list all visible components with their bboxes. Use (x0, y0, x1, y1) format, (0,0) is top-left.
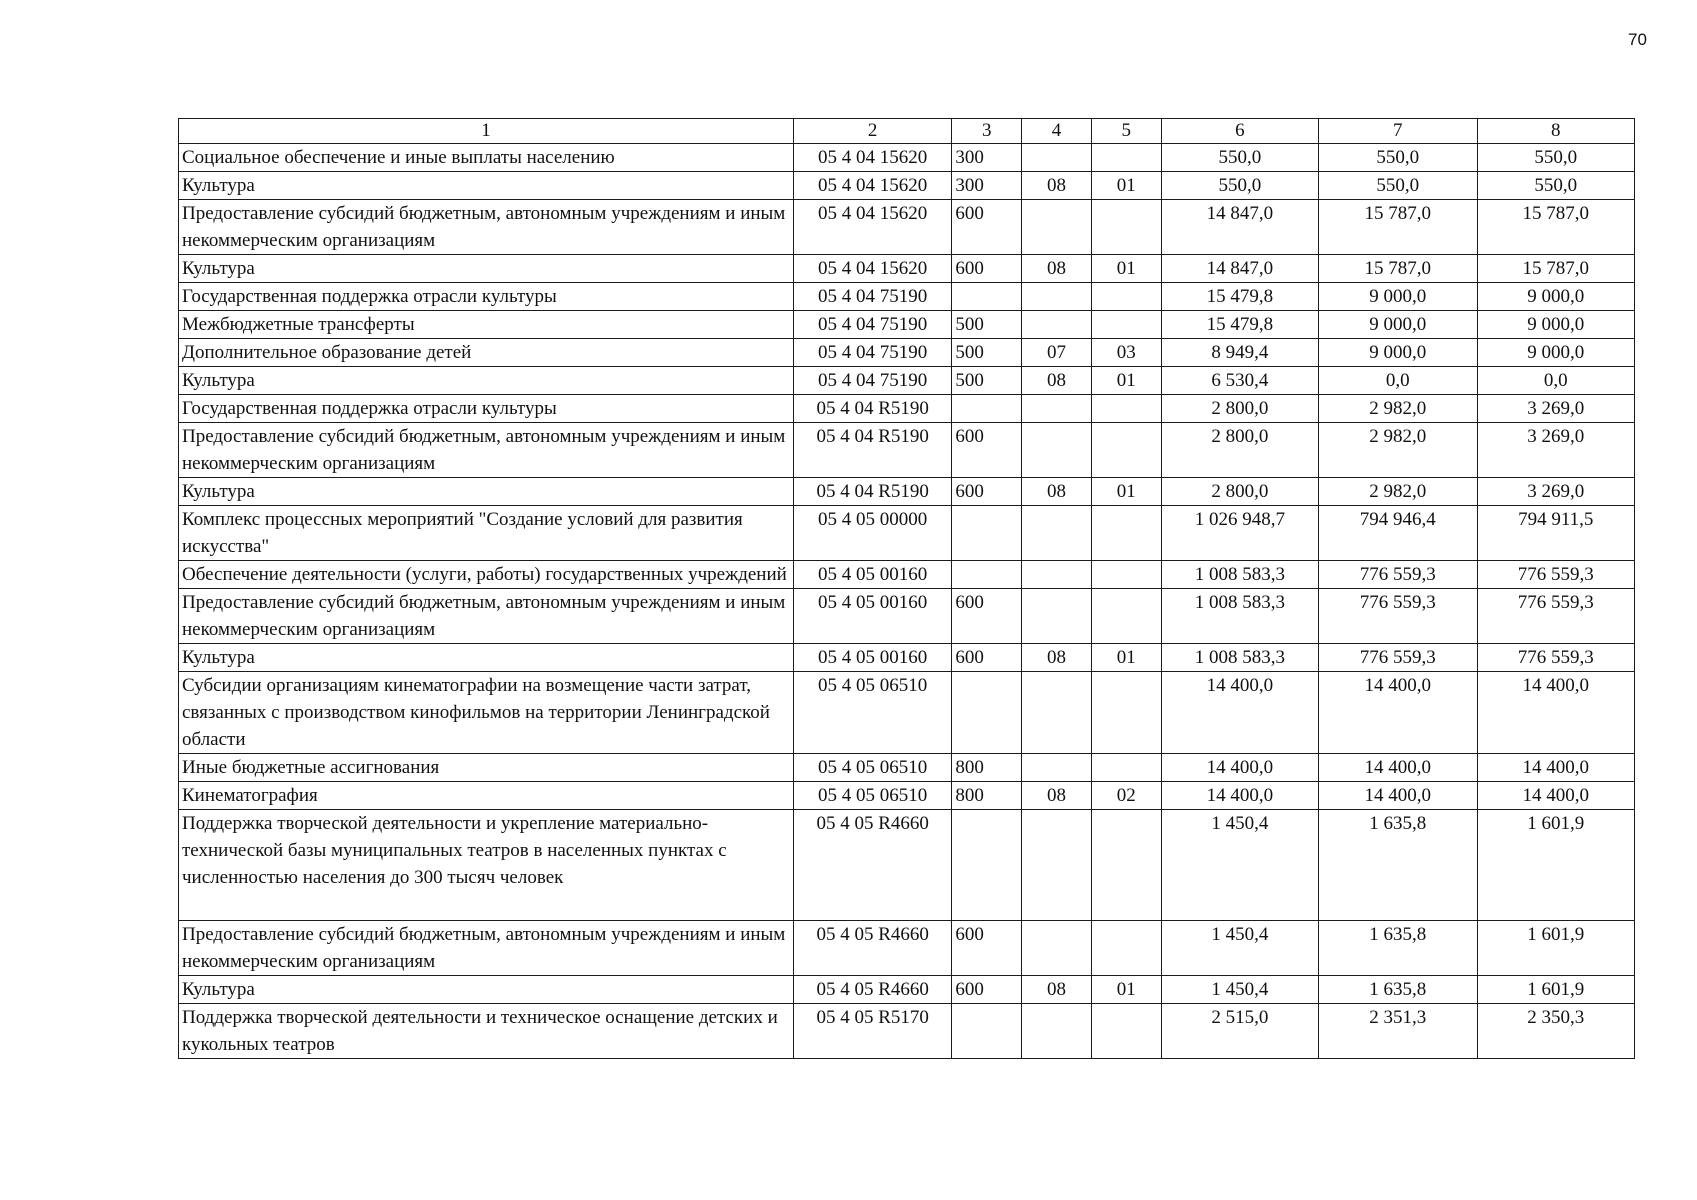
row-value-col7-cell: 2 982,0 (1319, 395, 1477, 423)
row-section-cell (1022, 144, 1092, 172)
row-value-col8-cell: 1 601,9 (1477, 921, 1634, 976)
row-section-cell (1022, 283, 1092, 311)
row-value-col8-cell: 794 911,5 (1477, 506, 1634, 561)
row-subsection-cell (1091, 395, 1161, 423)
row-expense-type-cell (952, 810, 1022, 921)
table-row (179, 921, 1635, 976)
row-value-col6-cell: 15 479,8 (1161, 283, 1318, 311)
row-value-col7-cell: 9 000,0 (1319, 339, 1477, 367)
row-name-cell: Дополнительное образование детей (179, 339, 794, 367)
table-row (179, 172, 1635, 200)
row-code-cell: 05 4 05 00160 (793, 561, 951, 589)
row-value-col8-cell: 776 559,3 (1477, 589, 1634, 644)
budget-table (178, 118, 1635, 1059)
row-value-col8-cell: 1 601,9 (1477, 810, 1634, 921)
row-name-cell: Культура (179, 367, 794, 395)
row-section-cell (1022, 810, 1092, 921)
row-value-col8-cell: 3 269,0 (1477, 395, 1634, 423)
row-subsection-cell (1091, 1004, 1161, 1059)
row-expense-type-cell: 300 (952, 144, 1022, 172)
row-value-col7-cell: 14 400,0 (1319, 754, 1477, 782)
row-value-col6-cell: 8 949,4 (1161, 339, 1318, 367)
table-row (179, 200, 1635, 255)
column-header: 6 (1161, 119, 1318, 144)
row-value-col7-cell: 2 982,0 (1319, 423, 1477, 478)
row-code-cell: 05 4 05 R4660 (793, 976, 951, 1004)
row-name-cell: Культура (179, 172, 794, 200)
row-name-cell: Культура (179, 478, 794, 506)
row-name-cell: Предоставление субсидий бюджетным, автономным учреждениям и иным некоммерческим организациям (179, 200, 794, 255)
row-name-cell: Обеспечение деятельности (услуги, работы) государственных учреждений (179, 561, 794, 589)
row-code-cell: 05 4 05 R4660 (793, 810, 951, 921)
row-expense-type-cell: 600 (952, 976, 1022, 1004)
table-row (179, 144, 1635, 172)
row-section-cell: 08 (1022, 478, 1092, 506)
row-code-cell: 05 4 04 R5190 (793, 395, 951, 423)
row-value-col7-cell: 776 559,3 (1319, 589, 1477, 644)
row-expense-type-cell (952, 506, 1022, 561)
row-value-col7-cell: 15 787,0 (1319, 255, 1477, 283)
row-value-col6-cell: 2 800,0 (1161, 395, 1318, 423)
column-header: 5 (1091, 119, 1161, 144)
row-value-col8-cell: 3 269,0 (1477, 423, 1634, 478)
row-subsection-cell: 02 (1091, 782, 1161, 810)
row-subsection-cell: 01 (1091, 976, 1161, 1004)
row-section-cell: 08 (1022, 976, 1092, 1004)
row-value-col8-cell: 550,0 (1477, 144, 1634, 172)
row-subsection-cell (1091, 423, 1161, 478)
row-expense-type-cell: 600 (952, 478, 1022, 506)
table-row (179, 672, 1635, 754)
column-header: 2 (793, 119, 951, 144)
row-name-cell: Социальное обеспечение и иные выплаты населению (179, 144, 794, 172)
row-code-cell: 05 4 05 06510 (793, 754, 951, 782)
row-value-col8-cell: 15 787,0 (1477, 255, 1634, 283)
row-value-col6-cell: 2 515,0 (1161, 1004, 1318, 1059)
row-subsection-cell (1091, 672, 1161, 754)
row-code-cell: 05 4 05 06510 (793, 782, 951, 810)
row-name-cell: Иные бюджетные ассигнования (179, 754, 794, 782)
row-value-col7-cell: 1 635,8 (1319, 921, 1477, 976)
row-name-cell: Культура (179, 976, 794, 1004)
row-section-cell (1022, 506, 1092, 561)
row-code-cell: 05 4 05 R5170 (793, 1004, 951, 1059)
row-value-col6-cell: 2 800,0 (1161, 478, 1318, 506)
row-code-cell: 05 4 05 00000 (793, 506, 951, 561)
column-header: 3 (952, 119, 1022, 144)
row-value-col8-cell: 2 350,3 (1477, 1004, 1634, 1059)
column-header: 1 (179, 119, 794, 144)
row-expense-type-cell: 600 (952, 255, 1022, 283)
row-expense-type-cell (952, 672, 1022, 754)
row-value-col7-cell: 794 946,4 (1319, 506, 1477, 561)
row-value-col6-cell: 6 530,4 (1161, 367, 1318, 395)
page-number: 70 (1628, 30, 1647, 49)
row-value-col8-cell: 3 269,0 (1477, 478, 1634, 506)
row-section-cell: 08 (1022, 782, 1092, 810)
row-section-cell (1022, 311, 1092, 339)
row-value-col8-cell: 9 000,0 (1477, 283, 1634, 311)
row-value-col7-cell: 776 559,3 (1319, 561, 1477, 589)
row-expense-type-cell: 300 (952, 172, 1022, 200)
row-subsection-cell (1091, 810, 1161, 921)
table-row (179, 810, 1635, 921)
row-value-col6-cell: 550,0 (1161, 172, 1318, 200)
row-value-col6-cell: 15 479,8 (1161, 311, 1318, 339)
row-value-col7-cell: 0,0 (1319, 367, 1477, 395)
row-code-cell: 05 4 04 15620 (793, 144, 951, 172)
row-value-col8-cell: 776 559,3 (1477, 644, 1634, 672)
row-value-col6-cell: 1 026 948,7 (1161, 506, 1318, 561)
table-row (179, 423, 1635, 478)
row-expense-type-cell: 600 (952, 921, 1022, 976)
row-section-cell (1022, 921, 1092, 976)
row-subsection-cell (1091, 754, 1161, 782)
table-row (179, 782, 1635, 810)
row-value-col7-cell: 9 000,0 (1319, 311, 1477, 339)
row-subsection-cell: 01 (1091, 255, 1161, 283)
row-subsection-cell (1091, 144, 1161, 172)
row-value-col6-cell: 14 847,0 (1161, 255, 1318, 283)
row-value-col7-cell: 1 635,8 (1319, 810, 1477, 921)
row-value-col8-cell: 9 000,0 (1477, 311, 1634, 339)
table-row (179, 1004, 1635, 1059)
table-row (179, 506, 1635, 561)
row-name-cell: Поддержка творческой деятельности и укрепление материально-технической базы муниципальных театров в населенных пунктах с численностью населения до 300 тысяч человек (179, 810, 794, 921)
row-value-col6-cell: 550,0 (1161, 144, 1318, 172)
row-value-col6-cell: 14 400,0 (1161, 782, 1318, 810)
row-value-col8-cell: 14 400,0 (1477, 782, 1634, 810)
row-section-cell (1022, 672, 1092, 754)
row-subsection-cell (1091, 506, 1161, 561)
row-code-cell: 05 4 05 R4660 (793, 921, 951, 976)
row-value-col6-cell: 1 008 583,3 (1161, 589, 1318, 644)
table-row (179, 367, 1635, 395)
row-name-cell: Культура (179, 255, 794, 283)
row-expense-type-cell: 500 (952, 367, 1022, 395)
row-code-cell: 05 4 04 75190 (793, 283, 951, 311)
row-value-col6-cell: 2 800,0 (1161, 423, 1318, 478)
column-header: 4 (1022, 119, 1092, 144)
row-code-cell: 05 4 04 15620 (793, 200, 951, 255)
row-subsection-cell: 01 (1091, 478, 1161, 506)
table-row (179, 976, 1635, 1004)
row-value-col7-cell: 14 400,0 (1319, 782, 1477, 810)
row-section-cell: 08 (1022, 644, 1092, 672)
row-value-col7-cell: 550,0 (1319, 172, 1477, 200)
row-value-col6-cell: 1 450,4 (1161, 921, 1318, 976)
row-value-col6-cell: 1 450,4 (1161, 810, 1318, 921)
table-row (179, 589, 1635, 644)
row-section-cell (1022, 754, 1092, 782)
row-value-col6-cell: 14 847,0 (1161, 200, 1318, 255)
row-code-cell: 05 4 04 75190 (793, 367, 951, 395)
row-value-col7-cell: 2 982,0 (1319, 478, 1477, 506)
row-section-cell: 08 (1022, 172, 1092, 200)
row-value-col8-cell: 9 000,0 (1477, 339, 1634, 367)
row-subsection-cell (1091, 200, 1161, 255)
row-value-col8-cell: 776 559,3 (1477, 561, 1634, 589)
row-section-cell (1022, 423, 1092, 478)
row-value-col7-cell: 14 400,0 (1319, 672, 1477, 754)
row-name-cell: Культура (179, 644, 794, 672)
row-section-cell: 08 (1022, 367, 1092, 395)
table-row (179, 754, 1635, 782)
row-expense-type-cell: 600 (952, 423, 1022, 478)
row-name-cell: Предоставление субсидий бюджетным, автономным учреждениям и иным некоммерческим организациям (179, 921, 794, 976)
table-row (179, 478, 1635, 506)
row-subsection-cell (1091, 561, 1161, 589)
row-code-cell: 05 4 04 75190 (793, 311, 951, 339)
row-value-col7-cell: 2 351,3 (1319, 1004, 1477, 1059)
row-subsection-cell: 03 (1091, 339, 1161, 367)
row-section-cell (1022, 395, 1092, 423)
row-name-cell: Кинематография (179, 782, 794, 810)
row-code-cell: 05 4 05 00160 (793, 644, 951, 672)
row-value-col8-cell: 550,0 (1477, 172, 1634, 200)
row-expense-type-cell: 500 (952, 311, 1022, 339)
row-subsection-cell (1091, 589, 1161, 644)
row-subsection-cell (1091, 311, 1161, 339)
row-name-cell: Субсидии организациям кинематографии на возмещение части затрат, связанных с производством кинофильмов на территории Ленинградской области (179, 672, 794, 754)
row-value-col8-cell: 14 400,0 (1477, 672, 1634, 754)
row-value-col7-cell: 9 000,0 (1319, 283, 1477, 311)
column-header: 7 (1319, 119, 1477, 144)
table-row (179, 644, 1635, 672)
row-name-cell: Поддержка творческой деятельности и техническое оснащение детских и кукольных театров (179, 1004, 794, 1059)
row-name-cell: Комплекс процессных мероприятий "Создание условий для развития искусства" (179, 506, 794, 561)
row-value-col6-cell: 14 400,0 (1161, 754, 1318, 782)
row-subsection-cell: 01 (1091, 367, 1161, 395)
row-expense-type-cell: 800 (952, 754, 1022, 782)
row-code-cell: 05 4 04 75190 (793, 339, 951, 367)
row-name-cell: Государственная поддержка отрасли культуры (179, 395, 794, 423)
row-value-col8-cell: 14 400,0 (1477, 754, 1634, 782)
row-code-cell: 05 4 04 R5190 (793, 478, 951, 506)
row-value-col6-cell: 1 450,4 (1161, 976, 1318, 1004)
row-name-cell: Межбюджетные трансферты (179, 311, 794, 339)
table-row (179, 561, 1635, 589)
row-expense-type-cell (952, 283, 1022, 311)
row-subsection-cell: 01 (1091, 644, 1161, 672)
row-value-col7-cell: 550,0 (1319, 144, 1477, 172)
table-header-row (179, 119, 1635, 144)
row-name-cell: Предоставление субсидий бюджетным, автономным учреждениям и иным некоммерческим организациям (179, 423, 794, 478)
row-section-cell (1022, 589, 1092, 644)
row-expense-type-cell: 800 (952, 782, 1022, 810)
row-value-col7-cell: 1 635,8 (1319, 976, 1477, 1004)
row-expense-type-cell: 500 (952, 339, 1022, 367)
row-value-col6-cell: 14 400,0 (1161, 672, 1318, 754)
row-section-cell (1022, 561, 1092, 589)
row-expense-type-cell: 600 (952, 644, 1022, 672)
row-code-cell: 05 4 04 15620 (793, 255, 951, 283)
row-value-col7-cell: 776 559,3 (1319, 644, 1477, 672)
row-expense-type-cell (952, 1004, 1022, 1059)
row-subsection-cell: 01 (1091, 172, 1161, 200)
row-name-cell: Государственная поддержка отрасли культуры (179, 283, 794, 311)
row-section-cell (1022, 200, 1092, 255)
table-row (179, 339, 1635, 367)
row-value-col6-cell: 1 008 583,3 (1161, 644, 1318, 672)
row-section-cell: 08 (1022, 255, 1092, 283)
row-code-cell: 05 4 05 06510 (793, 672, 951, 754)
row-section-cell: 07 (1022, 339, 1092, 367)
row-section-cell (1022, 1004, 1092, 1059)
table-row (179, 395, 1635, 423)
row-expense-type-cell (952, 561, 1022, 589)
row-expense-type-cell (952, 395, 1022, 423)
row-subsection-cell (1091, 283, 1161, 311)
column-header: 8 (1477, 119, 1634, 144)
row-value-col8-cell: 0,0 (1477, 367, 1634, 395)
row-value-col6-cell: 1 008 583,3 (1161, 561, 1318, 589)
row-code-cell: 05 4 05 00160 (793, 589, 951, 644)
row-subsection-cell (1091, 921, 1161, 976)
table-row (179, 255, 1635, 283)
row-name-cell: Предоставление субсидий бюджетным, автономным учреждениям и иным некоммерческим организациям (179, 589, 794, 644)
row-code-cell: 05 4 04 R5190 (793, 423, 951, 478)
row-value-col8-cell: 1 601,9 (1477, 976, 1634, 1004)
row-code-cell: 05 4 04 15620 (793, 172, 951, 200)
row-value-col8-cell: 15 787,0 (1477, 200, 1634, 255)
row-expense-type-cell: 600 (952, 200, 1022, 255)
row-expense-type-cell: 600 (952, 589, 1022, 644)
table-row (179, 311, 1635, 339)
row-value-col7-cell: 15 787,0 (1319, 200, 1477, 255)
table-row (179, 283, 1635, 311)
